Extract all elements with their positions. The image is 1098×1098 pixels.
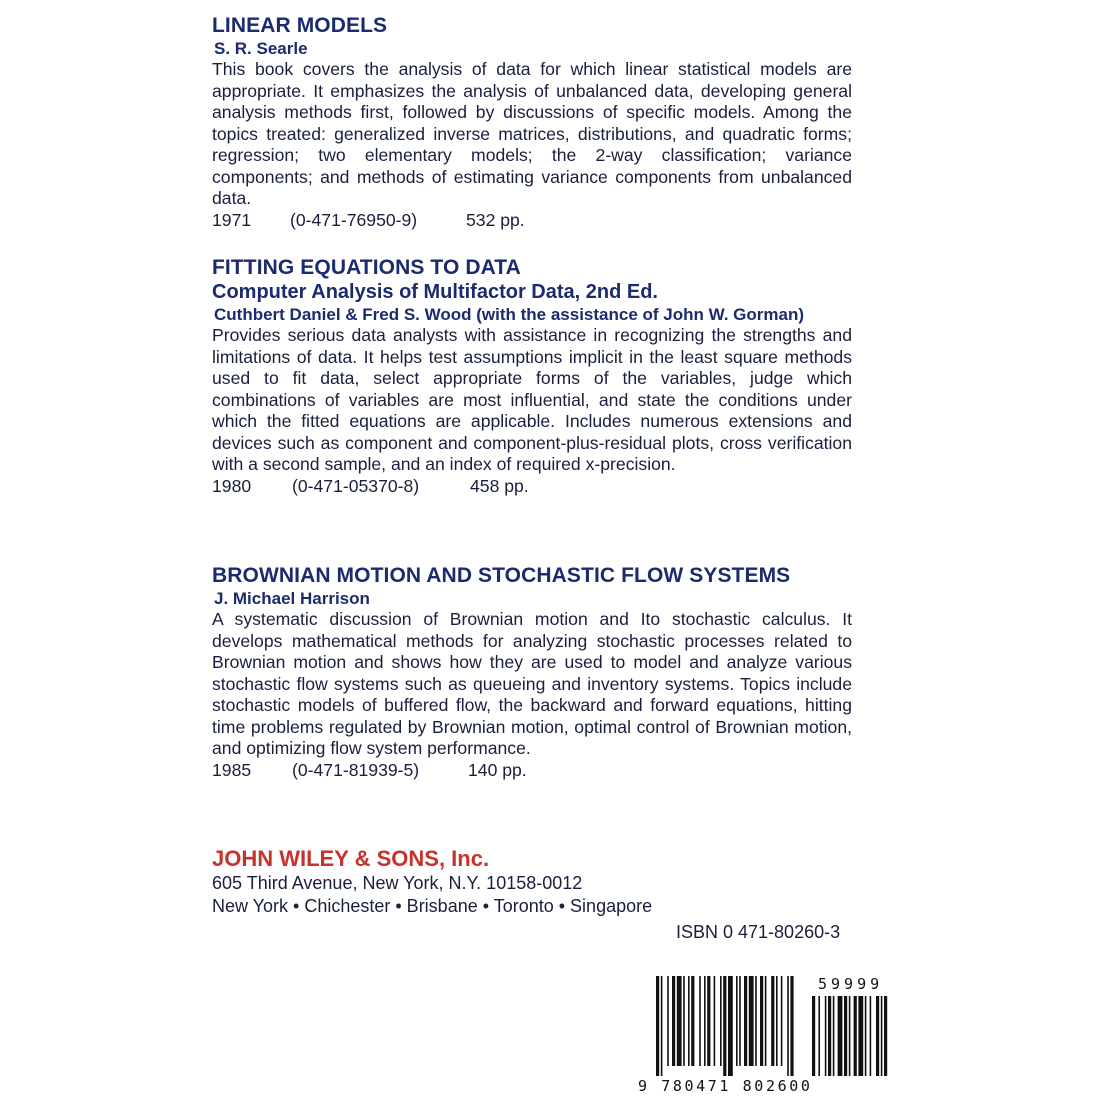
barcode-addon-digits: 59999 [818, 975, 884, 993]
book-title: FITTING EQUATIONS TO DATA [212, 256, 521, 279]
barcode-main-digits: 9 780471 802600 [638, 1077, 813, 1095]
book-year: 1980 [212, 475, 252, 496]
book-pages: 532 pp. [466, 209, 525, 230]
book-year: 1971 [212, 209, 252, 230]
book-meta [212, 760, 852, 782]
book-isbn: (0-471-81939-5) [292, 759, 420, 780]
book-description: This book covers the analysis of data for which linear statistical models are appropriate. It emphasizes the analysis of unbalanced data, developing general analysis methods first, followed by discussions of specific models. Among the topics treated: generalized inverse matrices, distributions, and quadratic forms; regression; two elementary models; the 2-way classification; variance components; and methods of estimating variance components from unbalanced data. [212, 59, 852, 208]
book-title: LINEAR MODELS [212, 14, 388, 37]
publisher-name: JOHN WILEY & SONS, Inc. [212, 846, 490, 871]
book-isbn: (0-471-05370-8) [292, 475, 420, 496]
book-author: J. Michael Harrison [214, 589, 370, 608]
book-entry-linear-models [212, 14, 852, 231]
publisher-address: 605 Third Avenue, New York, N.Y. 10158-0012 [212, 873, 583, 893]
book-description: Provides serious data analysts with assistance in recognizing the strengths and limitations of data. It helps test assumptions implicit in the least square methods used to fit data, select appropriate forms of the variables, judge which combinations of variables are most influential, and state the conditions under which the fitted equations are applicable. Includes numerous extensions and devices such as component and component-plus-residual plots, cross verification with a second sample, and an index of required x-precision. [212, 325, 852, 474]
book-author: Cuthbert Daniel & Fred S. Wood (with the assistance of John W. Gorman) [214, 305, 805, 324]
book-title: BROWNIAN MOTION AND STOCHASTIC FLOW SYSTEMS [212, 564, 791, 587]
book-meta [212, 476, 852, 498]
publisher-cities: New York • Chichester • Brisbane • Toronto • Singapore [212, 896, 653, 916]
book-meta [212, 210, 852, 232]
book-pages: 140 pp. [468, 759, 527, 780]
book-pages: 458 pp. [470, 475, 529, 496]
book-subtitle: Computer Analysis of Multifactor Data, 2nd Ed. [212, 281, 658, 303]
book-author: S. R. Searle [214, 39, 308, 58]
book-isbn: (0-471-76950-9) [290, 209, 418, 230]
book-year: 1985 [212, 759, 252, 780]
book-entry-brownian-motion [212, 564, 852, 781]
book-entry-fitting-equations [212, 256, 852, 497]
isbn-label: ISBN 0 471-80260-3 [676, 922, 841, 942]
publisher-block [212, 846, 652, 918]
book-description: A systematic discussion of Brownian motion and Ito stochastic calculus. It develops mathematical methods for analyzing stochastic processes related to Brownian motion and shows how they are used to model and analyze various stochastic flow systems such as queueing and inventory systems. Topics include stochastic models of buffered flow, the backward and forward equations, hitting time problems regulated by Brownian motion, optimal control of Brownian motion, and optimizing flow system performance. [212, 609, 852, 758]
